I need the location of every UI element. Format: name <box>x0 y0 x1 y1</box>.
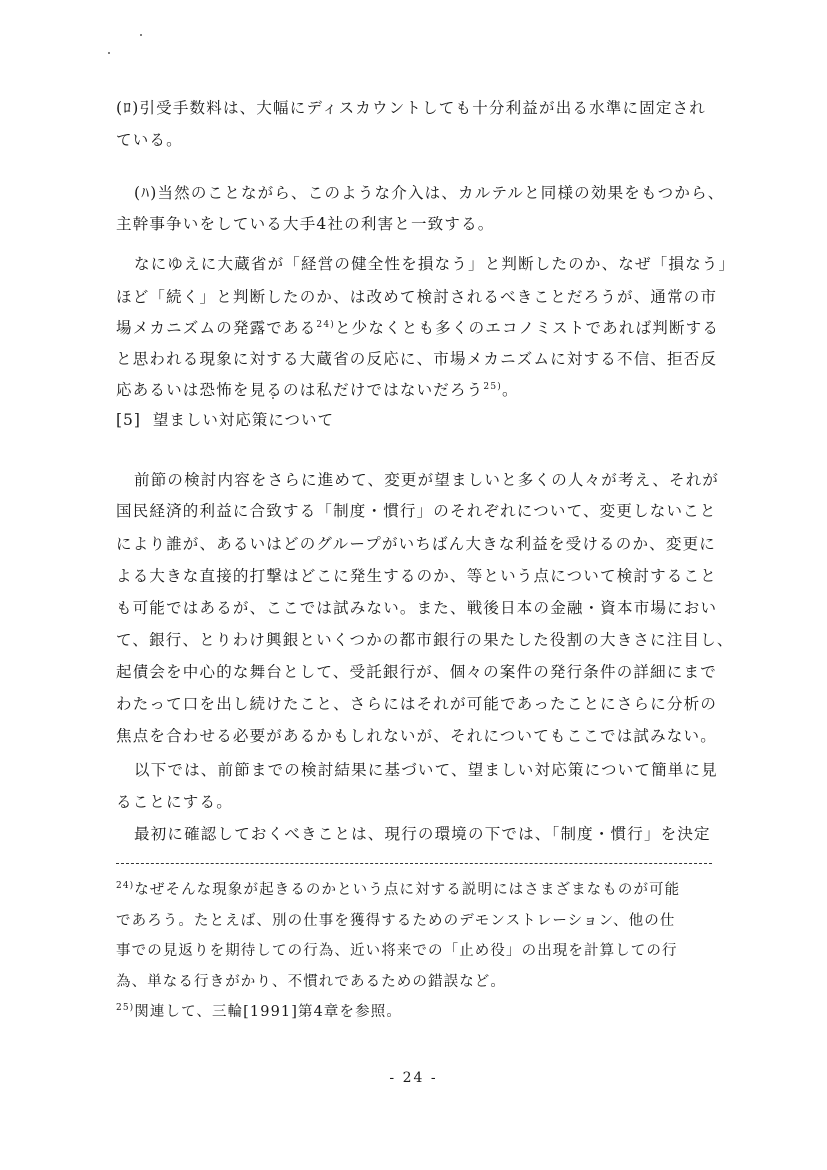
section-line: て、銀行、とりわけ興銀といくつかの都市銀行の果たした役割の大きさに注目し、 <box>116 631 734 649</box>
footnote-line: であろう。たとえば、別の仕事を獲得するためのデモンストレーション、他の仕 <box>116 913 676 929</box>
section-line: よる大きな直接的打撃はどこに発生するのか、等という点について検討すること <box>116 567 717 585</box>
footnote-ref-24: 24) <box>316 319 335 330</box>
body-text: 場メカニズムの発露である <box>116 319 317 337</box>
section-line: 起債会を中心的な舞台として、受託銀行が、個々の案件の発行条件の詳細にまで <box>116 663 717 681</box>
section-line: 最初に確認しておくべきことは、現行の環境の下では、「制度・慣行」を決定 <box>134 825 711 843</box>
body-line: と思われる現象に対する大蔵省の反応に、市場メカニズムに対する不信、拒否反 <box>116 350 718 368</box>
section-title: 望ましい対応策について <box>152 411 335 429</box>
body-line: ている。 <box>116 131 183 149</box>
body-line: 主幹事争いをしている大手4社の利害と一致する。 <box>116 215 495 233</box>
footnote-line: 事での見返りを期待しての行為、近い将来での「止め役」の出現を計算しての行 <box>116 943 678 959</box>
section-heading <box>116 408 334 430</box>
section-line: も可能ではあるが、ここでは試みない。また、戦後日本の金融・資本市場におい <box>116 599 718 617</box>
section-line: わたって口を出し続けたこと、さらにはそれが可能であったことにさらに分析の <box>116 695 718 713</box>
body-line: ほど「続く」と判断したのか、は改めて検討されるべきことだろうが、通常の市 <box>116 288 718 306</box>
footnote-25 <box>116 1002 402 1022</box>
body-text: 。 <box>501 381 519 399</box>
scan-speck <box>108 52 110 54</box>
body-text: 応あるいは恐怖を見るのは私だけではないだろう <box>116 381 484 399</box>
footnote-text: なぜそんな現象が起きるのかという点に対する説明にはさまざまなものが可能 <box>134 882 681 898</box>
body-line: なにゆえに大蔵省が「経営の健全性を損なう」と判断したのか、なぜ「損なう」 <box>134 255 736 273</box>
footnote-mark: 24) <box>116 881 135 892</box>
section-line: 前節の検討内容をさらに進めて、変更が望ましいと多くの人々が考え、それが <box>134 471 720 489</box>
section-line: 焦点を合わせる必要があるかもしれないが、それについてもここでは試みない。 <box>116 727 717 745</box>
footnote-line: 為、単なる行きがかり、不慣れであるための錯誤など。 <box>116 974 506 990</box>
scan-speck <box>140 34 142 36</box>
footnote-text: 関連して、三輪[1991]第4章を参照。 <box>134 1004 402 1020</box>
section-line: 以下では、前節までの検討結果に基づいて、望ましい対応策について簡単に見 <box>134 761 718 779</box>
body-text: と少なくとも多くのエコノミストであれば判断する <box>334 319 720 337</box>
body-line: (ﾛ)引受手数料は、大幅にディスカウントしても十分利益が出る水準に固定され <box>116 99 707 117</box>
section-line: により誰が、あるいはどのグループがいちばん大きな利益を受けるのか、変更に <box>116 535 716 553</box>
section-line: 国民経済的利益に合致する「制度・慣行」のそれぞれについて、変更しないこと <box>116 502 717 520</box>
footnote-separator <box>116 863 712 864</box>
body-line-with-ref <box>116 380 519 400</box>
footnote-ref-25: 25) <box>483 381 502 392</box>
section-number: [5] <box>116 411 141 429</box>
footnote-mark: 25) <box>116 1003 135 1014</box>
footnote-24 <box>116 880 680 900</box>
page-number: - 24 - <box>389 1070 438 1086</box>
section-line: ることにする。 <box>116 793 233 811</box>
body-line-with-ref <box>116 318 719 338</box>
body-line: (ﾊ)当然のことながら、このような介入は、カルテルと同様の効果をもつから、 <box>134 184 725 202</box>
